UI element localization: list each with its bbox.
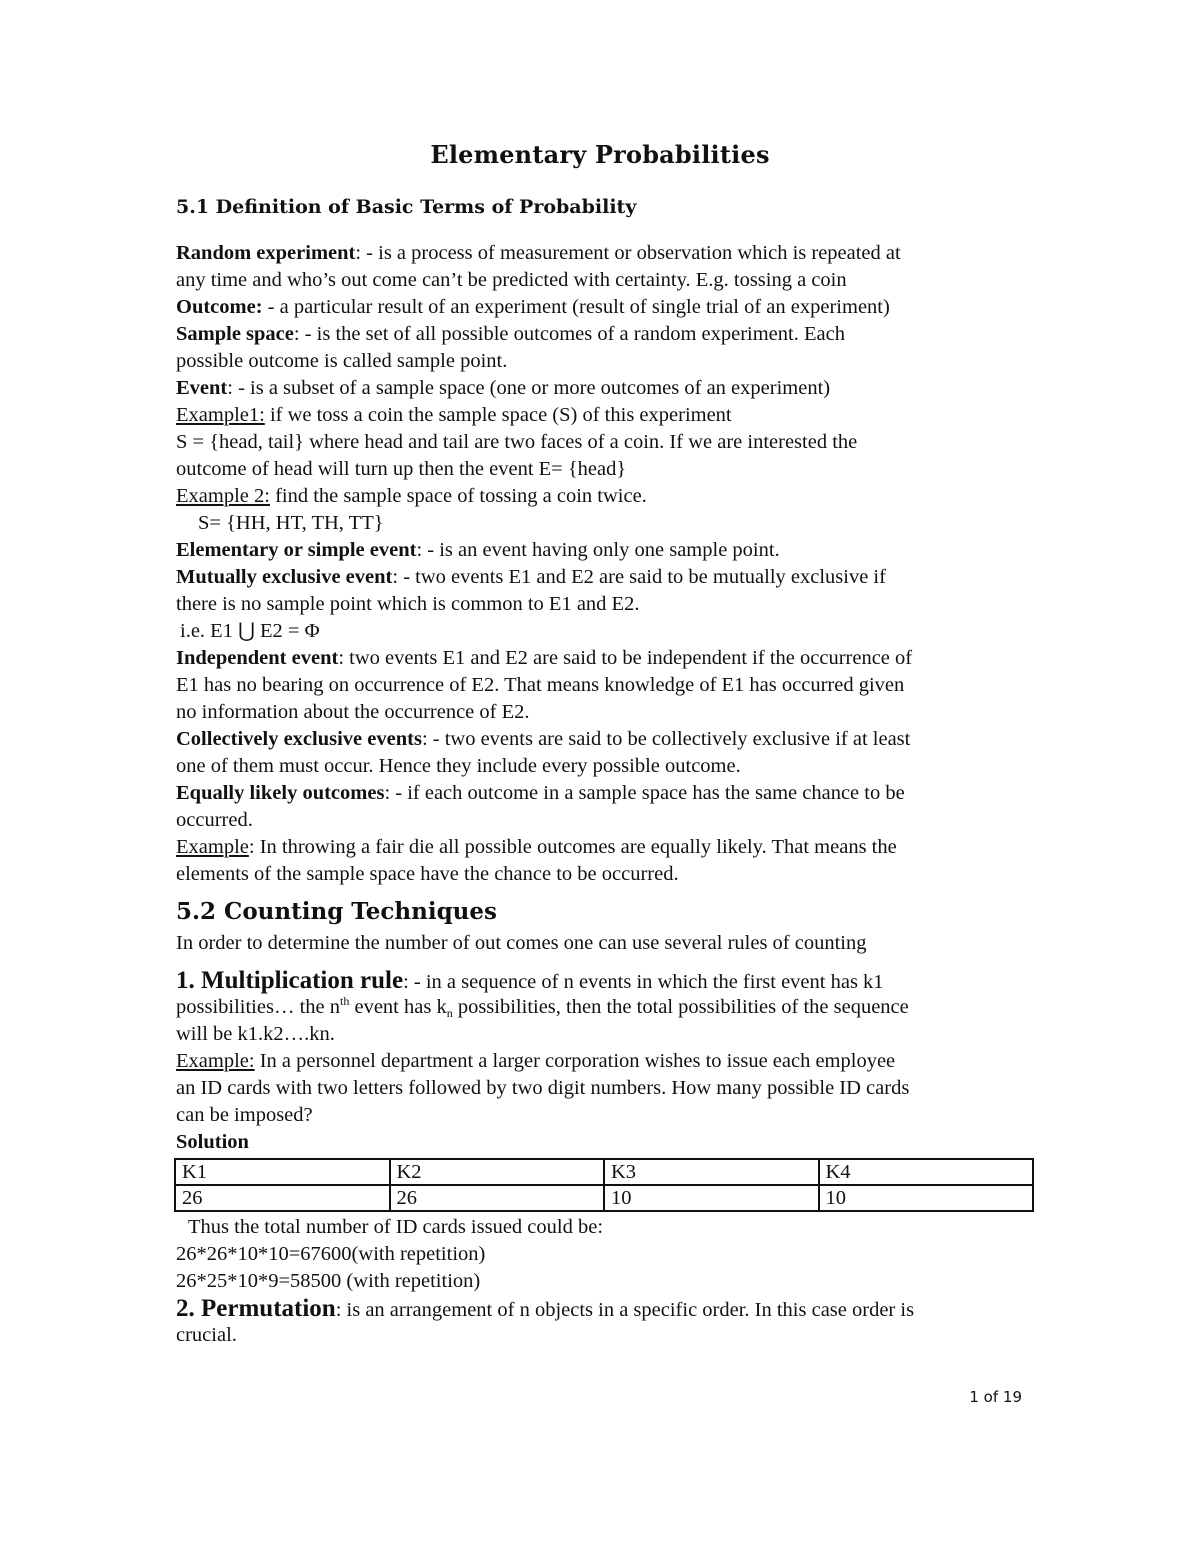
possibilities-table — [174, 1158, 1034, 1212]
table-cell: 10 — [604, 1185, 819, 1211]
page-number: 1 of 19 — [969, 1388, 1022, 1406]
term-permutation: Permutation — [201, 1295, 336, 1322]
event-line: Event: - is a subset of a sample space (one or more outcomes of an experiment) — [176, 377, 831, 399]
term-mutually-exclusive: Mutually exclusive event — [176, 566, 393, 588]
id-card-example-line-1: Example: In a personnel department a larger corporation wishes to issue each employee — [176, 1050, 896, 1072]
id-card-example-label: Example: — [176, 1050, 255, 1072]
id-card-example-line-2: an ID cards with two letters followed by two digit numbers. How many possible ID cards — [176, 1077, 910, 1099]
permutation-line-2: crucial. — [176, 1324, 237, 1346]
term-outcome: Outcome: — [176, 296, 263, 318]
table-header-cell: K3 — [604, 1159, 819, 1185]
table-cell: 26 — [175, 1185, 390, 1211]
independent-line-2: E1 has no bearing on occurrence of E2. That means knowledge of E1 has occurred given — [176, 674, 905, 696]
collectively-exclusive-line-2: one of them must occur. Hence they include every possible outcome. — [176, 755, 741, 777]
term-independent-event: Independent event — [176, 647, 339, 669]
table-header-cell: K1 — [175, 1159, 390, 1185]
example1-label: Example1: — [176, 404, 265, 426]
equally-likely-line-2: occurred. — [176, 809, 253, 831]
example3-line-1: Example: In throwing a fair die all possible outcomes are equally likely. That means the — [176, 836, 897, 858]
calculation-2: 26*25*10*9=58500 (with repetition) — [176, 1270, 481, 1292]
mutually-exclusive-line-2: there is no sample point which is common to E1 and E2. — [176, 593, 640, 615]
multiplication-rule-line-1: 1. Multiplication rule: - in a sequence of n events in which the first event has k1 — [176, 967, 884, 994]
random-experiment-line-1: Random experiment: - is a process of measurement or observation which is repeated at — [176, 242, 901, 264]
equally-likely-line-1: Equally likely outcomes: - if each outcome in a sample space has the same chance to be — [176, 782, 905, 804]
elementary-event-line: Elementary or simple event: - is an event having only one sample point. — [176, 539, 780, 561]
mutually-exclusive-line-3: i.e. E1 ⋃ E2 = Φ — [180, 620, 320, 642]
document-body — [176, 240, 1036, 1349]
example2-label: Example 2: — [176, 485, 270, 507]
independent-line-1: Independent event: two events E1 and E2 are said to be independent if the occurrence of — [176, 647, 913, 669]
term-random-experiment: Random experiment — [176, 242, 356, 264]
table-header-cell: K4 — [819, 1159, 1034, 1185]
multiplication-number: 1. — [176, 967, 201, 994]
permutation-line-1: 2. Permutation: is an arrangement of n objects in a specific order. In this case order is — [176, 1295, 915, 1322]
table-row — [175, 1185, 1033, 1211]
random-experiment-line-2: any time and who’s out come can’t be predicted with certainty. E.g. tossing a coin — [176, 269, 847, 291]
example3-line-2: elements of the sample space have the chance to be occurred. — [176, 863, 679, 885]
page-title: Elementary Probabilities — [430, 140, 770, 169]
id-card-example-line-3: can be imposed? — [176, 1104, 313, 1126]
term-sample-space: Sample space — [176, 323, 294, 345]
solution-label: Solution — [176, 1131, 249, 1153]
term-collectively-exclusive: Collectively exclusive events — [176, 728, 422, 750]
multiplication-rule-line-2: possibilities… the $n^{th}$ event has $k_n$ possibilities, then the total possibilities of the sequence — [176, 994, 909, 1020]
example1-line-1: Example1: if we toss a coin the sample space (S) of this experiment — [176, 404, 732, 426]
term-elementary-event: Elementary or simple event — [176, 539, 417, 561]
sample-space-line-1: Sample space: - is the set of all possible outcomes of a random experiment. Each — [176, 323, 845, 345]
outcome-line: Outcome: - a particular result of an experiment (result of single trial of an experiment) — [176, 296, 890, 318]
section-5-2-heading: 5.2 Counting Techniques — [176, 898, 497, 925]
independent-line-3: no information about the occurrence of E2. — [176, 701, 530, 723]
term-event: Event — [176, 377, 228, 399]
table-cell: 10 — [819, 1185, 1034, 1211]
sample-space-line-2: possible outcome is called sample point. — [176, 350, 508, 372]
permutation-number: 2. — [176, 1295, 201, 1322]
example2-line-1: Example 2: find the sample space of tossing a coin twice. — [176, 485, 647, 507]
example2-line-2: S= {HH, HT, TH, TT} — [198, 512, 384, 534]
term-equally-likely: Equally likely outcomes — [176, 782, 385, 804]
calculation-1: 26*26*10*10=67600(with repetition) — [176, 1243, 486, 1265]
thus-line: Thus the total number of ID cards issued could be: — [188, 1216, 604, 1238]
counting-intro: In order to determine the number of out comes one can use several rules of counting — [176, 932, 867, 954]
example3-label: Example — [176, 836, 249, 858]
multiplication-rule-line-3: will be k1.k2….kn. — [176, 1023, 335, 1045]
mutually-exclusive-line-1: Mutually exclusive event: - two events E1 and E2 are said to be mutually exclusive if — [176, 566, 886, 588]
example1-line-2: S = {head, tail} where head and tail are two faces of a coin. If we are interested the — [176, 431, 858, 453]
collectively-exclusive-line-1: Collectively exclusive events: - two events are said to be collectively exclusive if at least — [176, 728, 911, 750]
term-multiplication-rule: Multiplication rule — [201, 967, 404, 994]
table-header-cell: K2 — [390, 1159, 605, 1185]
table-row — [175, 1159, 1033, 1185]
section-5-1-heading: 5.1 Definition of Basic Terms of Probability — [176, 196, 637, 218]
example1-line-3: outcome of head will turn up then the event E= {head} — [176, 458, 627, 480]
table-cell: 26 — [390, 1185, 605, 1211]
